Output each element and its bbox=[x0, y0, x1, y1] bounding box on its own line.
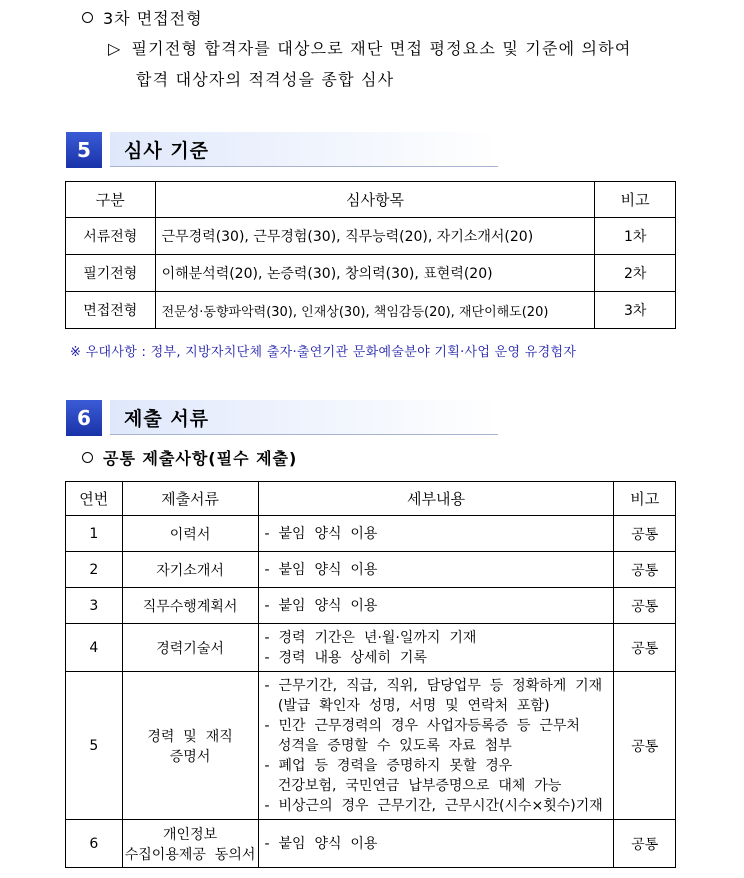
intro-line-1 bbox=[82, 6, 203, 29]
cell-note: 공통 bbox=[614, 516, 676, 552]
cell-number: 6 bbox=[66, 820, 123, 868]
header-document: 제출서류 bbox=[122, 482, 258, 516]
cell-details bbox=[258, 516, 614, 552]
header-details: 세부내용 bbox=[258, 482, 614, 516]
cell-number: 4 bbox=[66, 624, 123, 672]
cell-document bbox=[122, 588, 258, 624]
table-header-row bbox=[66, 482, 676, 516]
document-name-line: 증명서 bbox=[169, 748, 211, 765]
preference-note: ※ 우대사항 : 정부, 지방자치단체 출자·출연기관 문화예술분야 기획·사업 운영 유경험자 bbox=[70, 345, 577, 360]
subheading-text: 공통 제출사항(필수 제출) bbox=[103, 449, 298, 468]
document-name-line: 자기소개서 bbox=[156, 562, 224, 579]
section-6-header bbox=[66, 400, 498, 436]
cell-note: 2차 bbox=[595, 255, 676, 292]
cell-note: 공통 bbox=[614, 552, 676, 588]
document-name-line: 수집이용제공 동의서 bbox=[124, 846, 256, 863]
cell-note: 공통 bbox=[614, 624, 676, 672]
cell-document bbox=[122, 820, 258, 868]
cell-details bbox=[258, 820, 614, 868]
table-row bbox=[66, 255, 676, 292]
cell-details bbox=[258, 552, 614, 588]
cell-items: 전문성·동향파악력(30), 인재상(30), 책임감등(20), 재단이해도(20) bbox=[155, 292, 595, 329]
documents-body bbox=[66, 516, 676, 868]
detail-line: - 폐업 등 경력을 증명하지 못할 경우 bbox=[264, 757, 513, 774]
intro-line-2 bbox=[108, 36, 632, 59]
document-name-line: 직무수행계획서 bbox=[142, 598, 238, 615]
table-row bbox=[66, 552, 676, 588]
detail-line: - 비상근의 경우 근무기간, 근무시간(시수×횟수)기재 bbox=[264, 797, 603, 814]
cell-document bbox=[122, 624, 258, 672]
detail-line: 건강보험, 국민연금 납부증명으로 대체 가능 bbox=[264, 777, 562, 794]
cell-items: 이해분석력(20), 논증력(30), 창의력(30), 표현력(20) bbox=[155, 255, 595, 292]
detail-line: - 근무기간, 직급, 직위, 담당업무 등 정확하게 기재 bbox=[264, 677, 603, 694]
section-number: 5 bbox=[66, 132, 102, 168]
cell-category: 면접전형 bbox=[66, 292, 156, 329]
section-title: 제출 서류 bbox=[124, 408, 210, 430]
cell-document bbox=[122, 672, 258, 820]
cell-number: 3 bbox=[66, 588, 123, 624]
detail-line: - 붙임 양식 이용 bbox=[264, 835, 378, 852]
detail-line: - 경력 내용 상세히 기록 bbox=[264, 649, 427, 666]
document-name-line: 경력기술서 bbox=[156, 640, 224, 657]
detail-line: - 민간 근무경력의 경우 사업자등록증 등 근무처 bbox=[264, 717, 580, 734]
header-note: 비고 bbox=[614, 482, 676, 516]
cell-note: 공통 bbox=[614, 588, 676, 624]
table-row bbox=[66, 672, 676, 820]
document-name-line: 경력 및 재직 bbox=[147, 728, 233, 745]
header-category: 구분 bbox=[66, 182, 156, 218]
detail-line: (발급 확인자 성명, 서명 및 연락처 포함) bbox=[264, 697, 550, 714]
intro-line-3: 합격 대상자의 적격성을 종합 심사 bbox=[136, 70, 395, 89]
circle-bullet-icon bbox=[82, 12, 93, 23]
cell-document bbox=[122, 516, 258, 552]
cell-note: 3차 bbox=[595, 292, 676, 329]
section-5-header bbox=[66, 132, 498, 168]
table-row bbox=[66, 588, 676, 624]
section-number: 6 bbox=[66, 400, 102, 436]
intro-line-2-text: 필기전형 합격자를 대상으로 재단 면접 평정요소 및 기준에 의하여 bbox=[131, 39, 632, 58]
document-name-line: 개인정보 bbox=[163, 826, 218, 843]
table-row bbox=[66, 820, 676, 868]
cell-category: 필기전형 bbox=[66, 255, 156, 292]
cell-details bbox=[258, 672, 614, 820]
cell-details bbox=[258, 588, 614, 624]
detail-line: 성격을 증명할 수 있도록 자료 첨부 bbox=[264, 737, 512, 754]
cell-note: 공통 bbox=[614, 820, 676, 868]
table-row bbox=[66, 218, 676, 255]
detail-line: - 붙임 양식 이용 bbox=[264, 597, 378, 614]
triangle-bullet-icon: ▷ bbox=[108, 39, 122, 58]
cell-items: 근무경력(30), 근무경험(30), 직무능력(20), 자기소개서(20) bbox=[155, 218, 595, 255]
section-title: 심사 기준 bbox=[124, 140, 210, 162]
intro-line-1-text: 3차 면접전형 bbox=[103, 9, 203, 28]
circle-bullet-icon bbox=[82, 452, 93, 463]
criteria-table bbox=[65, 181, 676, 329]
table-row bbox=[66, 292, 676, 329]
documents-table bbox=[65, 481, 676, 868]
detail-line: - 붙임 양식 이용 bbox=[264, 561, 378, 578]
detail-line: - 붙임 양식 이용 bbox=[264, 525, 378, 542]
cell-number: 1 bbox=[66, 516, 123, 552]
cell-note: 공통 bbox=[614, 672, 676, 820]
header-items: 심사항목 bbox=[155, 182, 595, 218]
table-row bbox=[66, 624, 676, 672]
detail-line: - 경력 기간은 년·월·일까지 기재 bbox=[264, 629, 477, 646]
header-note: 비고 bbox=[595, 182, 676, 218]
table-row bbox=[66, 516, 676, 552]
header-number: 연번 bbox=[66, 482, 123, 516]
subheading bbox=[82, 446, 297, 469]
cell-document bbox=[122, 552, 258, 588]
cell-details bbox=[258, 624, 614, 672]
cell-number: 5 bbox=[66, 672, 123, 820]
table-header-row bbox=[66, 182, 676, 218]
cell-category: 서류전형 bbox=[66, 218, 156, 255]
cell-note: 1차 bbox=[595, 218, 676, 255]
document-name-line: 이력서 bbox=[169, 526, 211, 543]
cell-number: 2 bbox=[66, 552, 123, 588]
